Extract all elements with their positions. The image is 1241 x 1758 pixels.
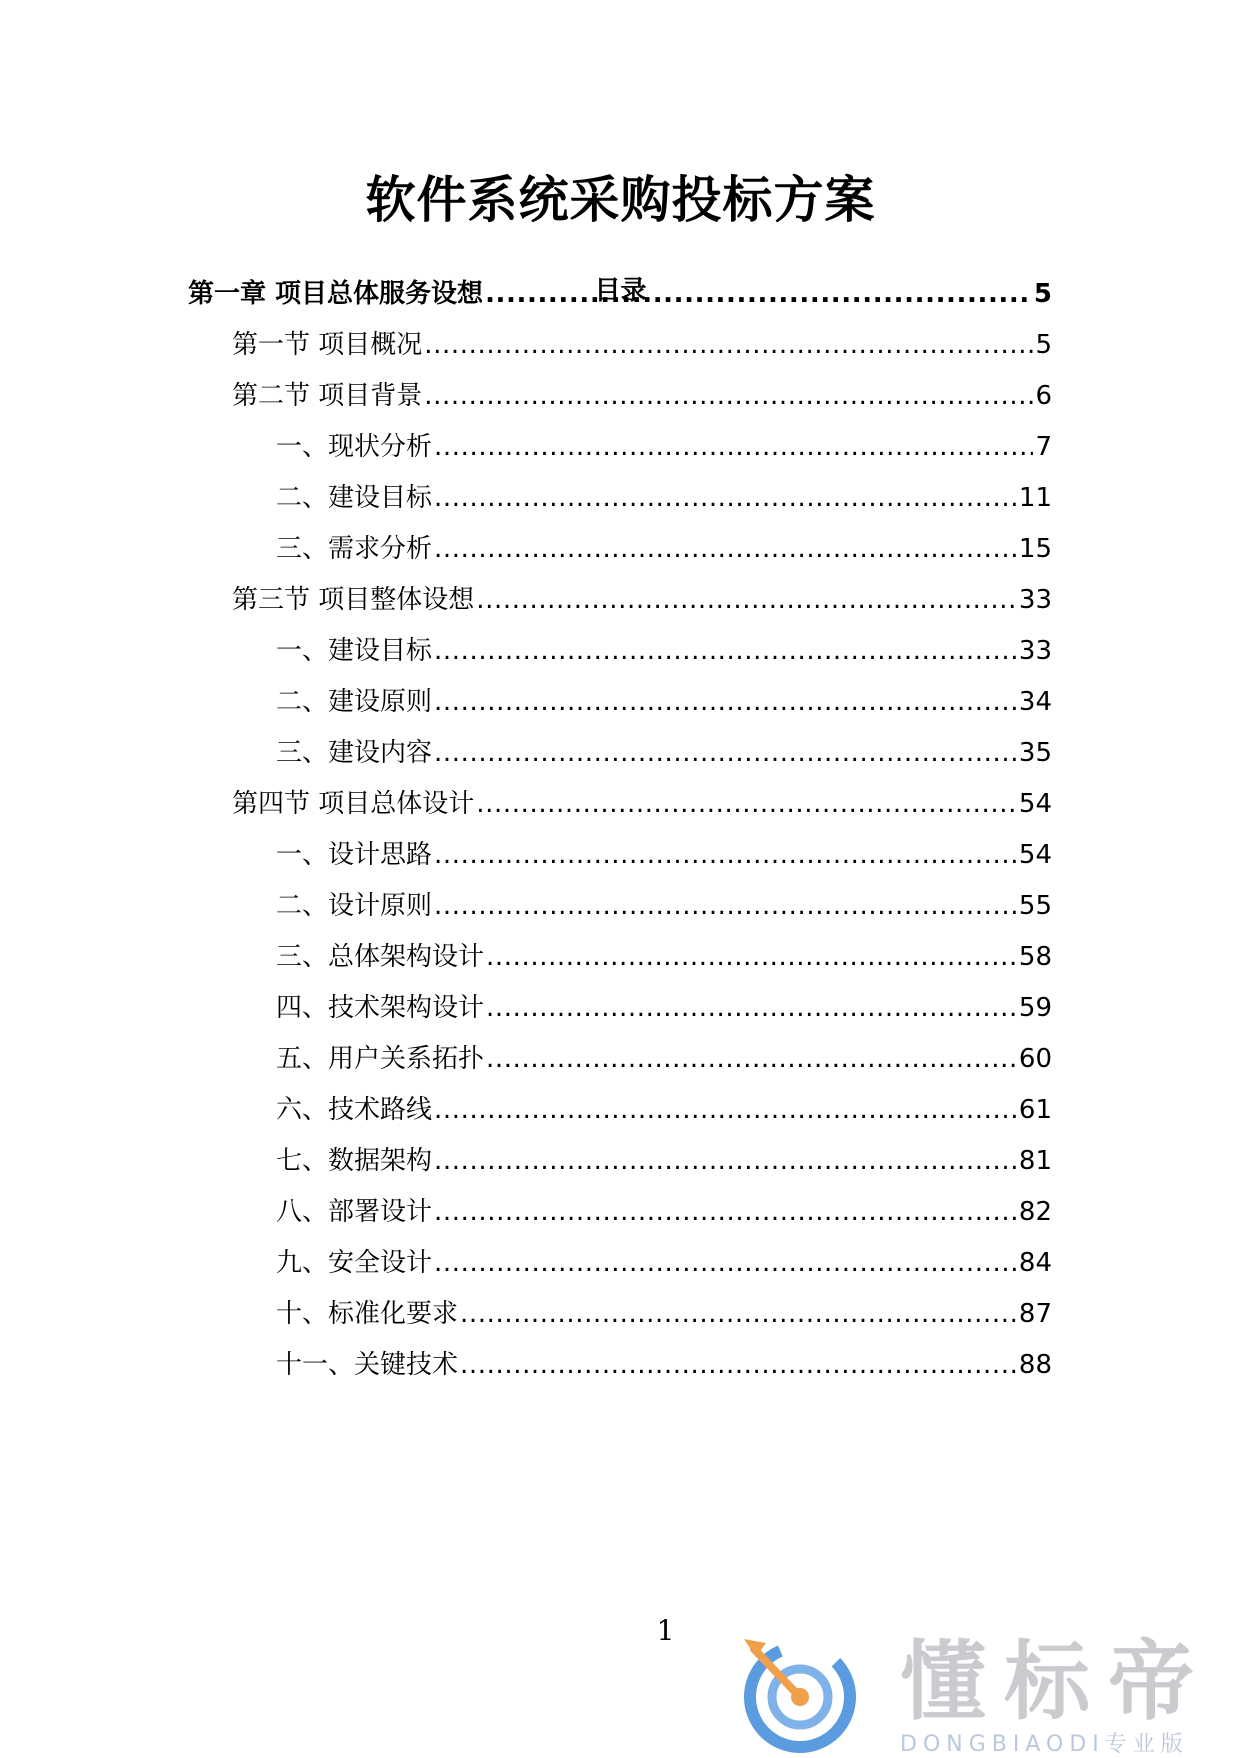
- toc-leader-dots: [434, 1243, 1017, 1283]
- toc-entry-page: 54: [1018, 840, 1052, 870]
- toc-entry-page: 58: [1018, 942, 1052, 972]
- toc-entry-label: 一、建设目标: [276, 636, 433, 666]
- toc-entry[interactable]: [232, 580, 1052, 620]
- toc-entry-page: 33: [1018, 585, 1052, 615]
- toc-entry-label: 第二节 项目背景: [232, 381, 423, 411]
- toc-leader-dots: [424, 376, 1033, 416]
- toc-entry-page: 54: [1018, 789, 1052, 819]
- target-logo-icon: [740, 1625, 870, 1754]
- toc-entry-label: 三、建设内容: [276, 738, 433, 768]
- toc-entry[interactable]: [276, 733, 1052, 773]
- toc-entry[interactable]: [276, 988, 1052, 1028]
- toc-entry-label: 第四节 项目总体设计: [232, 789, 475, 819]
- toc-entry[interactable]: [276, 1039, 1052, 1079]
- document-title: 软件系统采购投标方案: [365, 171, 876, 229]
- toc-entry[interactable]: [276, 427, 1052, 467]
- toc-leader-dots: [460, 1345, 1017, 1385]
- toc-leader-dots: [486, 937, 1017, 977]
- watermark-brand: 懂标帝: [900, 1632, 1212, 1732]
- toc-leader-dots: [460, 1294, 1017, 1334]
- toc-entry-label: 八、部署设计: [276, 1197, 433, 1227]
- toc-entry[interactable]: [276, 1090, 1052, 1130]
- toc-entry-page: 6: [1035, 381, 1052, 411]
- toc-entry-label: 第一章 项目总体服务设想: [188, 279, 484, 309]
- toc-entry-label: 三、需求分析: [276, 534, 433, 564]
- toc-leader-dots: [434, 427, 1033, 467]
- toc-entry-label: 一、现状分析: [276, 432, 433, 462]
- toc-entry-label: 三、总体架构设计: [276, 942, 485, 972]
- toc-leader-dots: [476, 784, 1017, 824]
- toc-entry-page: 82: [1018, 1197, 1052, 1227]
- toc-entry-label: 七、数据架构: [276, 1146, 433, 1176]
- toc-entry-page: 35: [1018, 738, 1052, 768]
- toc-entry-label: 第一节 项目概况: [232, 330, 423, 360]
- toc-entry-page: 11: [1018, 483, 1052, 513]
- toc-entry-label: 二、设计原则: [276, 891, 433, 921]
- toc-entry-label: 四、技术架构设计: [276, 993, 485, 1023]
- toc-leader-dots: [434, 733, 1017, 773]
- toc-entry-label: 二、建设原则: [276, 687, 433, 717]
- toc-entry-page: 33: [1018, 636, 1052, 666]
- toc-entry-label: 五、用户关系拓扑: [276, 1044, 485, 1074]
- toc-entry-label: 一、设计思路: [276, 840, 433, 870]
- toc-leader-dots: [434, 1090, 1017, 1130]
- toc-leader-dots: [476, 580, 1017, 620]
- toc-leader-dots: [434, 1141, 1017, 1181]
- toc-entry-page: 55: [1018, 891, 1052, 921]
- toc-entry[interactable]: [232, 376, 1052, 416]
- toc-entry-page: 81: [1018, 1146, 1052, 1176]
- toc-entry-page: 88: [1018, 1350, 1052, 1380]
- toc-entry-label: 十一、关键技术: [276, 1350, 459, 1380]
- toc-entry-page: 84: [1018, 1248, 1052, 1278]
- watermark: [740, 1625, 1240, 1757]
- toc-entry-page: 34: [1018, 687, 1052, 717]
- page-number: 1: [656, 1614, 675, 1647]
- toc-leader-dots: [434, 631, 1017, 671]
- toc-entry-page: 5: [1033, 279, 1052, 309]
- toc-entry[interactable]: [188, 274, 1052, 314]
- toc-entry[interactable]: [276, 1192, 1052, 1232]
- toc-leader-dots: [434, 478, 1017, 518]
- toc-entry-page: 15: [1018, 534, 1052, 564]
- toc-entry-label: 二、建设目标: [276, 483, 433, 513]
- toc-leader-dots: [434, 682, 1017, 722]
- toc-entry[interactable]: [276, 835, 1052, 875]
- toc-entry-label: 第三节 项目整体设想: [232, 585, 475, 615]
- toc-heading: 目录: [594, 276, 647, 306]
- toc-entry-page: 7: [1035, 432, 1052, 462]
- toc-leader-dots: [434, 835, 1017, 875]
- toc-entry-page: 87: [1018, 1299, 1052, 1329]
- toc-leader-dots: [434, 886, 1017, 926]
- toc-entry[interactable]: [276, 886, 1052, 926]
- toc-entry[interactable]: [276, 1141, 1052, 1181]
- toc-entry[interactable]: [232, 784, 1052, 824]
- toc-entry-page: 60: [1018, 1044, 1052, 1074]
- toc-entry[interactable]: [276, 1243, 1052, 1283]
- toc-entry[interactable]: [276, 478, 1052, 518]
- toc-entry-label: 十、标准化要求: [276, 1299, 459, 1329]
- toc-entry[interactable]: [276, 1294, 1052, 1334]
- watermark-subtitle: DONGBIAODI专业版: [900, 1732, 1189, 1757]
- toc-leader-dots: [485, 274, 1032, 314]
- toc-entry-label: 六、技术路线: [276, 1095, 433, 1125]
- toc-entry-page: 5: [1035, 330, 1052, 360]
- toc-entry[interactable]: [276, 529, 1052, 569]
- toc-entry[interactable]: [276, 937, 1052, 977]
- toc-leader-dots: [434, 1192, 1017, 1232]
- toc-entry-page: 61: [1018, 1095, 1052, 1125]
- toc-leader-dots: [434, 529, 1017, 569]
- toc-entry-label: 九、安全设计: [276, 1248, 433, 1278]
- toc-entry[interactable]: [232, 325, 1052, 365]
- toc-leader-dots: [486, 988, 1017, 1028]
- toc-leader-dots: [486, 1039, 1017, 1079]
- toc-leader-dots: [424, 325, 1033, 365]
- toc-entry[interactable]: [276, 1345, 1052, 1385]
- toc-entry[interactable]: [276, 631, 1052, 671]
- toc-entry-page: 59: [1018, 993, 1052, 1023]
- toc-entry[interactable]: [276, 682, 1052, 722]
